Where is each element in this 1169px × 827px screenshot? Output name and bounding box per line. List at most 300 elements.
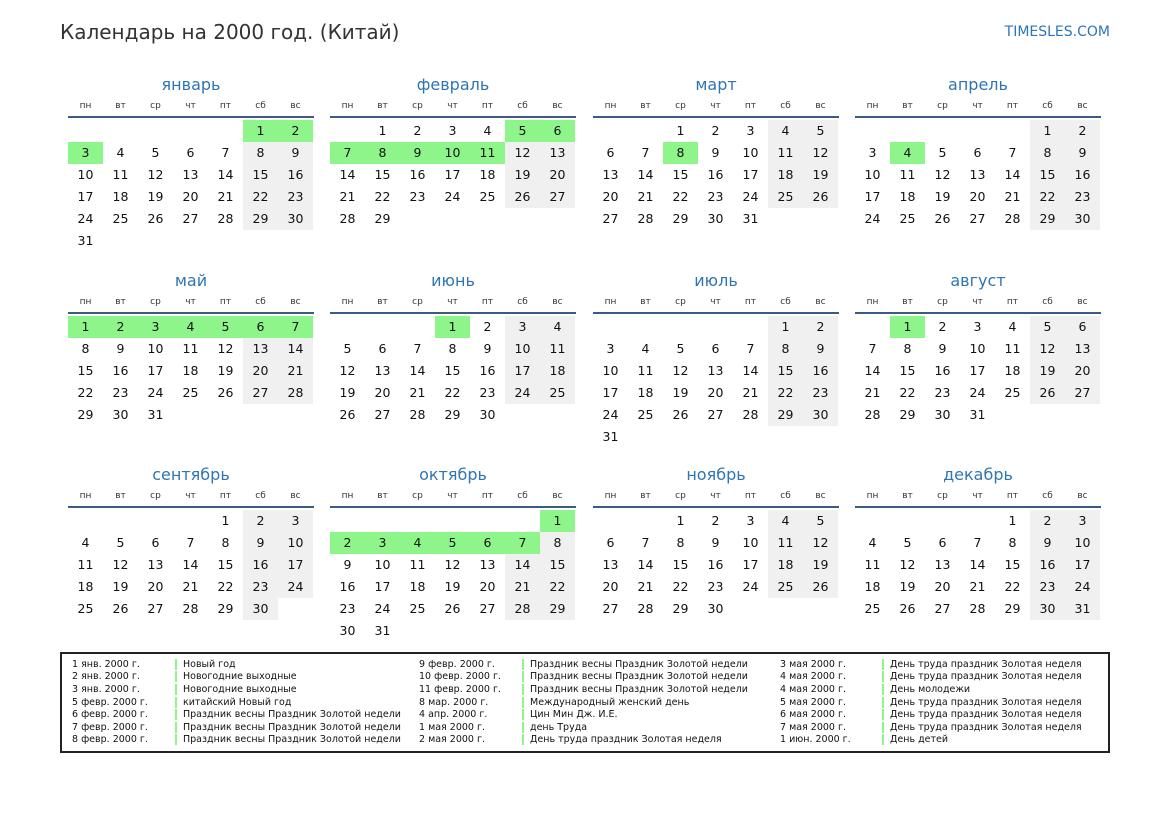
legend-holiday-name: День труда праздник Золотая неделя: [890, 696, 1082, 708]
month-11: [593, 464, 839, 620]
weekday-label: чт: [185, 101, 196, 111]
day-cell: 6: [470, 532, 505, 554]
weekday-label: вт: [902, 101, 913, 111]
weekday-label: ср: [412, 101, 423, 111]
day-cell: 12: [934, 167, 951, 182]
day-cell: 27: [602, 601, 619, 616]
weekday-label: пн: [79, 297, 92, 307]
day-cell: 10: [278, 532, 313, 554]
holiday-color-marker: [882, 671, 884, 682]
weekday-label: чт: [447, 101, 458, 111]
day-cell: 18: [409, 579, 426, 594]
day-cell: 18: [540, 360, 575, 382]
holiday-color-marker: [175, 734, 177, 745]
day-cell: 17: [374, 579, 391, 594]
day-cell: 15: [243, 164, 278, 186]
weekday-label: пн: [341, 297, 354, 307]
day-cell: 4: [1008, 319, 1017, 334]
week-row: [855, 208, 1101, 230]
day-cell: 21: [637, 189, 654, 204]
empty-day: [208, 120, 243, 142]
day-cell: 29: [1030, 208, 1065, 230]
holiday-color-marker: [522, 697, 524, 708]
day-cell: 13: [602, 557, 619, 572]
day-cell: 18: [479, 167, 496, 182]
weekday-label: сб: [1042, 297, 1053, 307]
weekday-label: вс: [815, 491, 826, 501]
day-cell: 18: [112, 189, 129, 204]
day-cell: 22: [1030, 186, 1065, 208]
day-cell: 22: [243, 186, 278, 208]
day-cell: 13: [540, 142, 575, 164]
day-cell: 29: [444, 407, 461, 422]
day-cell: 17: [742, 167, 759, 182]
day-cell: 7: [413, 341, 422, 356]
empty-day: [330, 120, 365, 142]
empty-day: [628, 426, 663, 448]
day-cell: 17: [969, 363, 986, 378]
day-cell: 19: [803, 554, 838, 576]
day-cell: 4: [868, 535, 877, 550]
month-name: январь: [161, 75, 221, 94]
day-cell: 5: [803, 120, 838, 142]
day-cell: 10: [969, 341, 986, 356]
weekday-label: чт: [447, 297, 458, 307]
empty-day: [593, 510, 628, 532]
legend-holiday-name: Новый год: [183, 658, 236, 670]
day-cell: 10: [374, 557, 391, 572]
weekday-label: чт: [185, 297, 196, 307]
day-cell: 31: [742, 211, 759, 226]
day-cell: 13: [602, 167, 619, 182]
day-cell: 26: [803, 186, 838, 208]
holiday-color-marker: [175, 709, 177, 720]
weekday-label: пн: [604, 297, 617, 307]
empty-day: [138, 120, 173, 142]
weekday-label: вт: [377, 297, 388, 307]
week-row: [330, 120, 576, 142]
month-name: апрель: [948, 75, 1008, 94]
weekday-label: ср: [150, 101, 161, 111]
day-cell: 27: [374, 407, 391, 422]
legend-date: 11 февр. 2000 г.: [419, 683, 501, 695]
weekday-label: вс: [290, 297, 301, 307]
day-cell: 6: [1065, 316, 1100, 338]
weekday-label: пн: [341, 101, 354, 111]
day-cell: 3: [505, 316, 540, 338]
day-cell: 2: [938, 319, 947, 334]
day-cell: 26: [112, 601, 129, 616]
day-cell: 18: [182, 363, 199, 378]
day-cell: 19: [672, 385, 689, 400]
day-cell: 25: [637, 407, 654, 422]
day-cell: 18: [1004, 363, 1021, 378]
weekday-label: чт: [972, 297, 983, 307]
week-row: [855, 382, 1101, 404]
weekday-label: ср: [937, 297, 948, 307]
weekday-label: пн: [341, 491, 354, 501]
weekday-label: чт: [972, 101, 983, 111]
week-row: [593, 404, 839, 426]
empty-day: [330, 316, 365, 338]
legend-date: 4 апр. 2000 г.: [419, 709, 488, 721]
empty-day: [173, 120, 208, 142]
legend-date: 4 мая 2000 г.: [780, 683, 846, 695]
week-row: [330, 316, 576, 338]
week-row: [330, 186, 576, 208]
empty-day: [208, 230, 243, 252]
weekday-label: пт: [481, 101, 494, 111]
day-cell: 7: [221, 145, 230, 160]
day-cell: 20: [602, 579, 619, 594]
day-cell: 31: [147, 407, 164, 422]
day-cell: 5: [505, 120, 540, 142]
weekday-label: чт: [185, 491, 196, 501]
holiday-color-marker: [522, 684, 524, 695]
day-cell: 14: [409, 363, 426, 378]
day-cell: 9: [483, 341, 492, 356]
weekday-label: вс: [552, 101, 563, 111]
day-cell: 30: [1030, 598, 1065, 620]
day-cell: 28: [637, 211, 654, 226]
day-cell: 1: [435, 316, 470, 338]
month-3: [593, 74, 839, 230]
week-row: [330, 208, 576, 230]
day-cell: 11: [899, 167, 916, 182]
day-cell: 23: [479, 385, 496, 400]
month-2: [330, 74, 576, 230]
empty-day: [505, 510, 540, 532]
legend-holiday-name: Праздник весны Праздник Золотой недели: [183, 709, 401, 721]
day-cell: 17: [505, 360, 540, 382]
weekday-label: пт: [219, 101, 232, 111]
day-cell: 16: [112, 363, 129, 378]
day-cell: 7: [505, 532, 540, 554]
day-cell: 10: [435, 142, 470, 164]
week-row: [855, 338, 1101, 360]
day-cell: 5: [208, 316, 243, 338]
weekday-label: ср: [675, 297, 686, 307]
day-cell: 28: [505, 598, 540, 620]
weekday-label: вс: [815, 297, 826, 307]
day-cell: 17: [1065, 554, 1100, 576]
holiday-color-marker: [175, 722, 177, 733]
empty-day: [663, 316, 698, 338]
empty-day: [243, 404, 278, 426]
legend-holiday-name: День молодежи: [890, 683, 971, 695]
month-5: [68, 270, 314, 426]
day-cell: 14: [742, 363, 759, 378]
day-cell: 20: [934, 579, 951, 594]
empty-day: [733, 426, 768, 448]
legend-holiday-name: День детей: [890, 734, 949, 746]
week-row: [593, 598, 839, 620]
week-row: [330, 382, 576, 404]
weekday-label: вт: [377, 101, 388, 111]
day-cell: 13: [147, 557, 164, 572]
week-row: [68, 510, 314, 532]
empty-day: [995, 404, 1030, 426]
legend-holiday-name: китайский Новый год: [183, 696, 292, 708]
day-cell: 12: [899, 557, 916, 572]
legend-date: 8 мар. 2000 г.: [419, 696, 489, 708]
day-cell: 27: [934, 601, 951, 616]
weekday-label: сб: [517, 101, 528, 111]
day-cell: 6: [938, 535, 947, 550]
day-cell: 1: [221, 513, 230, 528]
day-cell: 16: [278, 164, 313, 186]
week-row: [593, 164, 839, 186]
week-row: [68, 208, 314, 230]
empty-day: [435, 510, 470, 532]
weekday-header: [593, 486, 839, 508]
day-cell: 9: [803, 338, 838, 360]
day-cell: 7: [973, 535, 982, 550]
week-row: [330, 554, 576, 576]
day-cell: 15: [217, 557, 234, 572]
day-cell: 10: [77, 167, 94, 182]
empty-day: [400, 316, 435, 338]
empty-day: [803, 426, 838, 448]
day-cell: 9: [343, 557, 352, 572]
day-cell: 1: [540, 510, 575, 532]
day-cell: 12: [803, 532, 838, 554]
day-cell: 4: [768, 120, 803, 142]
day-cell: 18: [864, 579, 881, 594]
day-cell: 21: [864, 385, 881, 400]
day-cell: 14: [217, 167, 234, 182]
day-cell: 12: [1030, 338, 1065, 360]
week-row: [330, 164, 576, 186]
day-cell: 21: [505, 576, 540, 598]
day-cell: 20: [707, 385, 724, 400]
holiday-color-marker: [882, 697, 884, 708]
legend-date: 3 мая 2000 г.: [780, 658, 846, 670]
empty-day: [365, 316, 400, 338]
weekday-label: вс: [1077, 101, 1088, 111]
day-cell: 19: [339, 385, 356, 400]
day-cell: 12: [217, 341, 234, 356]
day-cell: 3: [365, 532, 400, 554]
weekday-label: вс: [552, 491, 563, 501]
day-cell: 24: [969, 385, 986, 400]
day-cell: 20: [374, 385, 391, 400]
day-cell: 16: [479, 363, 496, 378]
legend-date: 9 февр. 2000 г.: [419, 658, 495, 670]
day-cell: 16: [803, 360, 838, 382]
weekday-label: чт: [710, 297, 721, 307]
day-cell: 3: [746, 123, 755, 138]
day-cell: 6: [186, 145, 195, 160]
day-cell: 21: [637, 579, 654, 594]
day-cell: 25: [479, 189, 496, 204]
week-row: [593, 120, 839, 142]
day-cell: 19: [112, 579, 129, 594]
day-cell: 23: [339, 601, 356, 616]
day-cell: 14: [1004, 167, 1021, 182]
day-cell: 17: [602, 385, 619, 400]
empty-day: [540, 208, 575, 230]
weekday-label: пн: [866, 297, 879, 307]
day-cell: 25: [112, 211, 129, 226]
weekday-label: пн: [79, 491, 92, 501]
day-cell: 15: [768, 360, 803, 382]
week-row: [593, 382, 839, 404]
day-cell: 8: [221, 535, 230, 550]
day-cell: 11: [182, 341, 199, 356]
day-cell: 11: [864, 557, 881, 572]
weekday-label: вт: [377, 491, 388, 501]
empty-day: [855, 120, 890, 142]
day-cell: 7: [186, 535, 195, 550]
month-name: февраль: [416, 75, 490, 94]
weekday-label: сб: [780, 101, 791, 111]
day-cell: 9: [938, 341, 947, 356]
week-row: [68, 316, 314, 338]
day-cell: 12: [147, 167, 164, 182]
day-cell: 24: [77, 211, 94, 226]
day-cell: 17: [742, 557, 759, 572]
day-cell: 1: [243, 120, 278, 142]
day-cell: 13: [707, 363, 724, 378]
day-cell: 15: [540, 554, 575, 576]
day-cell: 27: [243, 382, 278, 404]
day-cell: 6: [243, 316, 278, 338]
legend-holiday-name: День труда праздник Золотая неделя: [890, 671, 1082, 683]
day-cell: 24: [374, 601, 391, 616]
empty-day: [890, 510, 925, 532]
empty-day: [208, 404, 243, 426]
day-cell: 5: [116, 535, 125, 550]
empty-day: [628, 316, 663, 338]
week-row: [593, 208, 839, 230]
week-row: [68, 338, 314, 360]
weekday-header: [593, 292, 839, 314]
weekday-label: сб: [1042, 491, 1053, 501]
day-cell: 3: [973, 319, 982, 334]
weekday-label: вс: [1077, 491, 1088, 501]
day-cell: 4: [173, 316, 208, 338]
day-cell: 4: [641, 341, 650, 356]
day-cell: 20: [1065, 360, 1100, 382]
day-cell: 5: [343, 341, 352, 356]
day-cell: 13: [243, 338, 278, 360]
day-cell: 15: [672, 167, 689, 182]
legend-holiday-name: День труда праздник Золотая неделя: [890, 721, 1082, 733]
day-cell: 7: [641, 535, 650, 550]
day-cell: 13: [182, 167, 199, 182]
weekday-label: пт: [481, 297, 494, 307]
week-row: [68, 404, 314, 426]
day-cell: 9: [278, 142, 313, 164]
day-cell: 16: [934, 363, 951, 378]
week-row: [593, 554, 839, 576]
day-cell: 10: [864, 167, 881, 182]
empty-day: [278, 598, 313, 620]
week-row: [330, 510, 576, 532]
weekday-header: [68, 292, 314, 314]
day-cell: 14: [969, 557, 986, 572]
weekday-label: ср: [412, 491, 423, 501]
weekday-label: чт: [972, 491, 983, 501]
week-row: [68, 142, 314, 164]
day-cell: 14: [339, 167, 356, 182]
day-cell: 31: [969, 407, 986, 422]
day-cell: 3: [1065, 510, 1100, 532]
weekday-label: ср: [675, 491, 686, 501]
weekday-header: [68, 96, 314, 118]
month-name: сентябрь: [152, 465, 230, 484]
legend-holiday-name: День труда праздник Золотая неделя: [530, 734, 722, 746]
week-row: [68, 576, 314, 598]
day-cell: 11: [768, 142, 803, 164]
day-cell: 26: [934, 211, 951, 226]
day-cell: 3: [868, 145, 877, 160]
day-cell: 17: [864, 189, 881, 204]
day-cell: 23: [112, 385, 129, 400]
day-cell: 7: [330, 142, 365, 164]
weekday-label: пт: [744, 297, 757, 307]
weekday-label: сб: [780, 491, 791, 501]
day-cell: 25: [768, 576, 803, 598]
empty-day: [628, 510, 663, 532]
weekday-label: сб: [517, 491, 528, 501]
day-cell: 1: [676, 513, 685, 528]
empty-day: [890, 120, 925, 142]
day-cell: 22: [444, 385, 461, 400]
day-cell: 6: [606, 535, 615, 550]
month-6: [330, 270, 576, 426]
day-cell: 15: [1030, 164, 1065, 186]
day-cell: 28: [969, 601, 986, 616]
day-cell: 1: [676, 123, 685, 138]
month-8: [855, 270, 1101, 426]
day-cell: 24: [742, 579, 759, 594]
day-cell: 21: [742, 385, 759, 400]
day-cell: 3: [278, 510, 313, 532]
day-cell: 21: [1004, 189, 1021, 204]
day-cell: 8: [768, 338, 803, 360]
month-10: [330, 464, 576, 642]
day-cell: 18: [768, 164, 803, 186]
weekday-label: ср: [150, 491, 161, 501]
day-cell: 26: [505, 186, 540, 208]
empty-day: [663, 426, 698, 448]
empty-day: [173, 510, 208, 532]
day-cell: 10: [602, 363, 619, 378]
site-link[interactable]: TIMESLES.COM: [1004, 24, 1110, 40]
day-cell: 10: [1065, 532, 1100, 554]
empty-day: [68, 510, 103, 532]
day-cell: 2: [243, 510, 278, 532]
empty-day: [995, 120, 1030, 142]
day-cell: 3: [68, 142, 103, 164]
month-12: [855, 464, 1101, 620]
legend-holiday-name: День труда праздник Золотая неделя: [890, 709, 1082, 721]
day-cell: 26: [672, 407, 689, 422]
day-cell: 17: [278, 554, 313, 576]
day-cell: 2: [1030, 510, 1065, 532]
empty-day: [960, 510, 995, 532]
legend-holiday-name: Новогодние выходные: [183, 671, 297, 683]
empty-day: [803, 208, 838, 230]
week-row: [855, 598, 1101, 620]
day-cell: 5: [435, 532, 470, 554]
weekday-label: ср: [412, 297, 423, 307]
day-cell: 30: [243, 598, 278, 620]
day-cell: 6: [540, 120, 575, 142]
day-cell: 11: [409, 557, 426, 572]
